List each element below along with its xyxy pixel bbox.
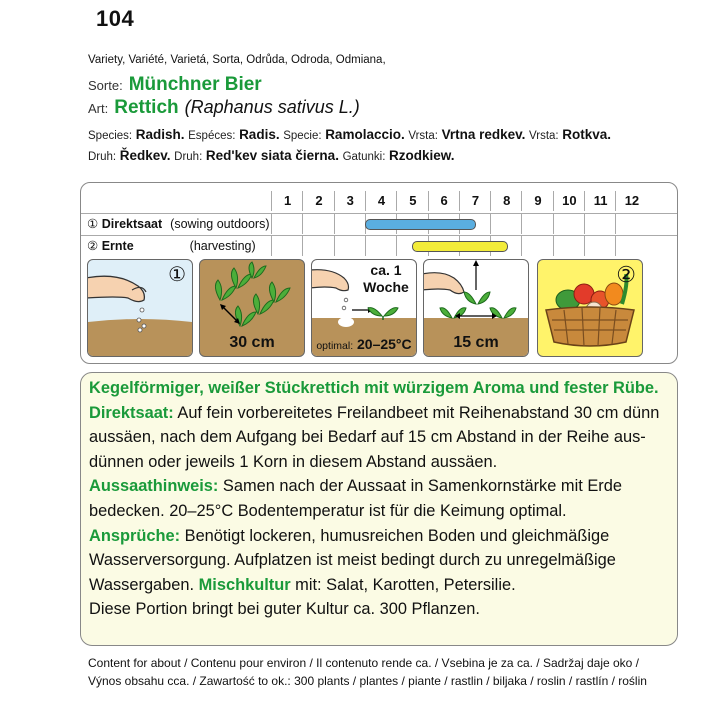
step-1-marker: ①: [168, 264, 186, 286]
germination-time: [358, 262, 414, 296]
art-row: [88, 97, 360, 119]
step-2-marker: ②: [616, 262, 636, 287]
species-label: Espéces:: [188, 130, 236, 142]
calendar-cell: [615, 214, 647, 234]
ansprueche-text: Wasserversorgung. Aufplatzen ist meist bedingt durch zu unregelmäßige: [89, 551, 616, 570]
species-value: Radis.: [239, 127, 280, 142]
paragraph-aussaathinweis: [89, 474, 671, 499]
species-value: Rotkva.: [562, 127, 612, 142]
species-label: Gatunki:: [342, 151, 386, 163]
pictogram-harvest: [537, 259, 643, 357]
row-name: Ernte: [101, 239, 134, 253]
direktsaat-label: Direktsaat:: [89, 403, 174, 422]
ansprueche-text: Benötigt lockeren, humusreichen Boden und gleichmäßige: [180, 526, 610, 545]
content-note-line-2: Výnos obsahu cca. / Zawartość to ok.: 300 plants / plantes / piante / rastlin / biljaka / roslin / rastlín / roślin: [88, 674, 647, 688]
month-header-9: 9: [521, 191, 553, 211]
variety-label-line: Variety, Variété, Varietá, Sorta, Odrůda, Odroda, Odmiana,: [88, 54, 386, 66]
month-header-11: 11: [584, 191, 616, 211]
calendar-cell: [271, 236, 303, 256]
row-label-direktsaat: [87, 216, 270, 231]
ansprueche-text: Wassergaben.: [89, 575, 199, 594]
pictogram-thinning: [423, 259, 529, 357]
species-value: Ramolaccio.: [325, 127, 405, 142]
sorte-row: [88, 74, 262, 96]
germination-time-unit: Woche: [363, 279, 409, 295]
calendar-cell: [553, 236, 585, 256]
month-header-4: 4: [365, 191, 397, 211]
row-label-ernte: [87, 238, 256, 253]
month-header-1: 1: [271, 191, 303, 211]
period-bar-ernte: [412, 241, 508, 252]
species-label: Druh:: [174, 151, 203, 163]
calendar-cell: [302, 214, 334, 234]
calendar-cell: [302, 236, 334, 256]
packet-number: 104: [96, 6, 135, 31]
species-value: Radish.: [135, 127, 185, 142]
paragraph-mischkultur: [89, 573, 671, 598]
calendar-cell: [365, 236, 397, 256]
month-header-2: 2: [302, 191, 334, 211]
calendar-cell: [334, 214, 366, 234]
portion-text: Diese Portion bringt bei guter Kultur ca. 300 Pflanzen.: [89, 600, 480, 619]
species-translations-2: [88, 148, 455, 163]
row-translation: (sowing outdoors): [170, 217, 270, 231]
calendar-cell: [553, 214, 585, 234]
calendar-cell: [334, 236, 366, 256]
step-2-marker: ②: [87, 239, 99, 253]
calendar-cell: [271, 214, 303, 234]
pictogram-row-spacing: [199, 259, 305, 357]
germination-temperature: [312, 336, 416, 352]
aussaathinweis-label: Aussaathinweis:: [89, 477, 219, 496]
mischkultur-text: mit: Salat, Karotten, Petersilie.: [290, 575, 516, 594]
row-spacing-caption: 30 cm: [229, 334, 275, 351]
row-translation: (harvesting): [189, 239, 256, 253]
direktsaat-text: dünnen oder jeweils 1 Korn in diesem Abstand aussäen.: [89, 452, 498, 471]
species-label: Druh:: [88, 151, 117, 163]
aussaathinweis-text: Samen nach der Aussaat in Samenkornstärke mit Erde: [218, 477, 622, 496]
thinning-spacing-caption: 15 cm: [453, 334, 499, 351]
calendar-cell: [584, 236, 616, 256]
temperature-prefix: optimal:: [316, 340, 354, 352]
paragraph-ansprueche: [89, 524, 671, 549]
month-header-8: 8: [490, 191, 522, 211]
mischkultur-label: Mischkultur: [198, 575, 291, 594]
cultivation-instructions: [80, 372, 678, 646]
species-value: Ředkev.: [119, 148, 171, 163]
calendar-row-direktsaat: [81, 214, 677, 234]
latin-name: (Raphanus sativus L.): [184, 97, 360, 117]
direktsaat-text: aussäen, nach dem Aufgang bei Bedarf auf 15 cm Abstand in der Reihe aus-: [89, 428, 646, 447]
temperature-value: 20–25°C: [357, 336, 412, 352]
pictogram-sowing: [87, 259, 193, 357]
period-bar-direktsaat: [365, 219, 477, 230]
pictogram-germination: [311, 259, 417, 357]
row-name: Direktsaat: [101, 217, 163, 231]
instructions-text: [89, 376, 671, 622]
month-header-12: 12: [615, 191, 647, 211]
month-header-6: 6: [428, 191, 460, 211]
sorte-label: Sorte:: [88, 78, 123, 93]
art-label: Art:: [88, 101, 109, 116]
species-name: Rettich: [114, 97, 179, 118]
calendar-cell: [521, 236, 553, 256]
month-header-7: 7: [459, 191, 491, 211]
month-header-3: 3: [334, 191, 366, 211]
species-label: Vrsta:: [408, 130, 438, 142]
species-label: Specie:: [283, 130, 322, 142]
species-value: Red'kev siata čierna.: [205, 148, 339, 163]
germination-time-value: ca. 1: [370, 262, 402, 278]
headline: Kegelförmiger, weißer Stückrettich mit würzigem Aroma und fester Rübe.: [89, 379, 659, 397]
calendar-row-ernte: [81, 236, 677, 256]
species-value: Vrtna redkev.: [441, 127, 526, 142]
sowing-calendar: [80, 182, 678, 364]
month-header-5: 5: [396, 191, 428, 211]
aussaathinweis-text: bedecken. 20–25°C Bodentemperatur ist für die Keimung optimal.: [89, 501, 567, 520]
calendar-cell: [615, 236, 647, 256]
calendar-cell: [490, 214, 522, 234]
content-note-line-1: Content for about / Contenu pour environ / Il contenuto rende ca. / Vsebina je za ca. / Sadržaj daje oko /: [88, 656, 640, 670]
species-value: Rzodkiew.: [389, 148, 455, 163]
species-label: Species:: [88, 130, 133, 142]
calendar-cell: [521, 214, 553, 234]
direktsaat-text: Auf fein vorbereitetes Freilandbeet mit Reihenabstand 30 cm dünn: [173, 403, 660, 422]
species-translations-1: [88, 127, 611, 142]
ansprueche-label: Ansprüche:: [89, 526, 181, 545]
calendar-cell: [584, 214, 616, 234]
species-label: Vrsta:: [529, 130, 559, 142]
variety-name: Münchner Bier: [128, 74, 262, 95]
month-header-row: [81, 191, 677, 211]
month-header-10: 10: [553, 191, 585, 211]
step-1-marker: ①: [87, 217, 99, 231]
paragraph-direktsaat: [89, 401, 671, 426]
